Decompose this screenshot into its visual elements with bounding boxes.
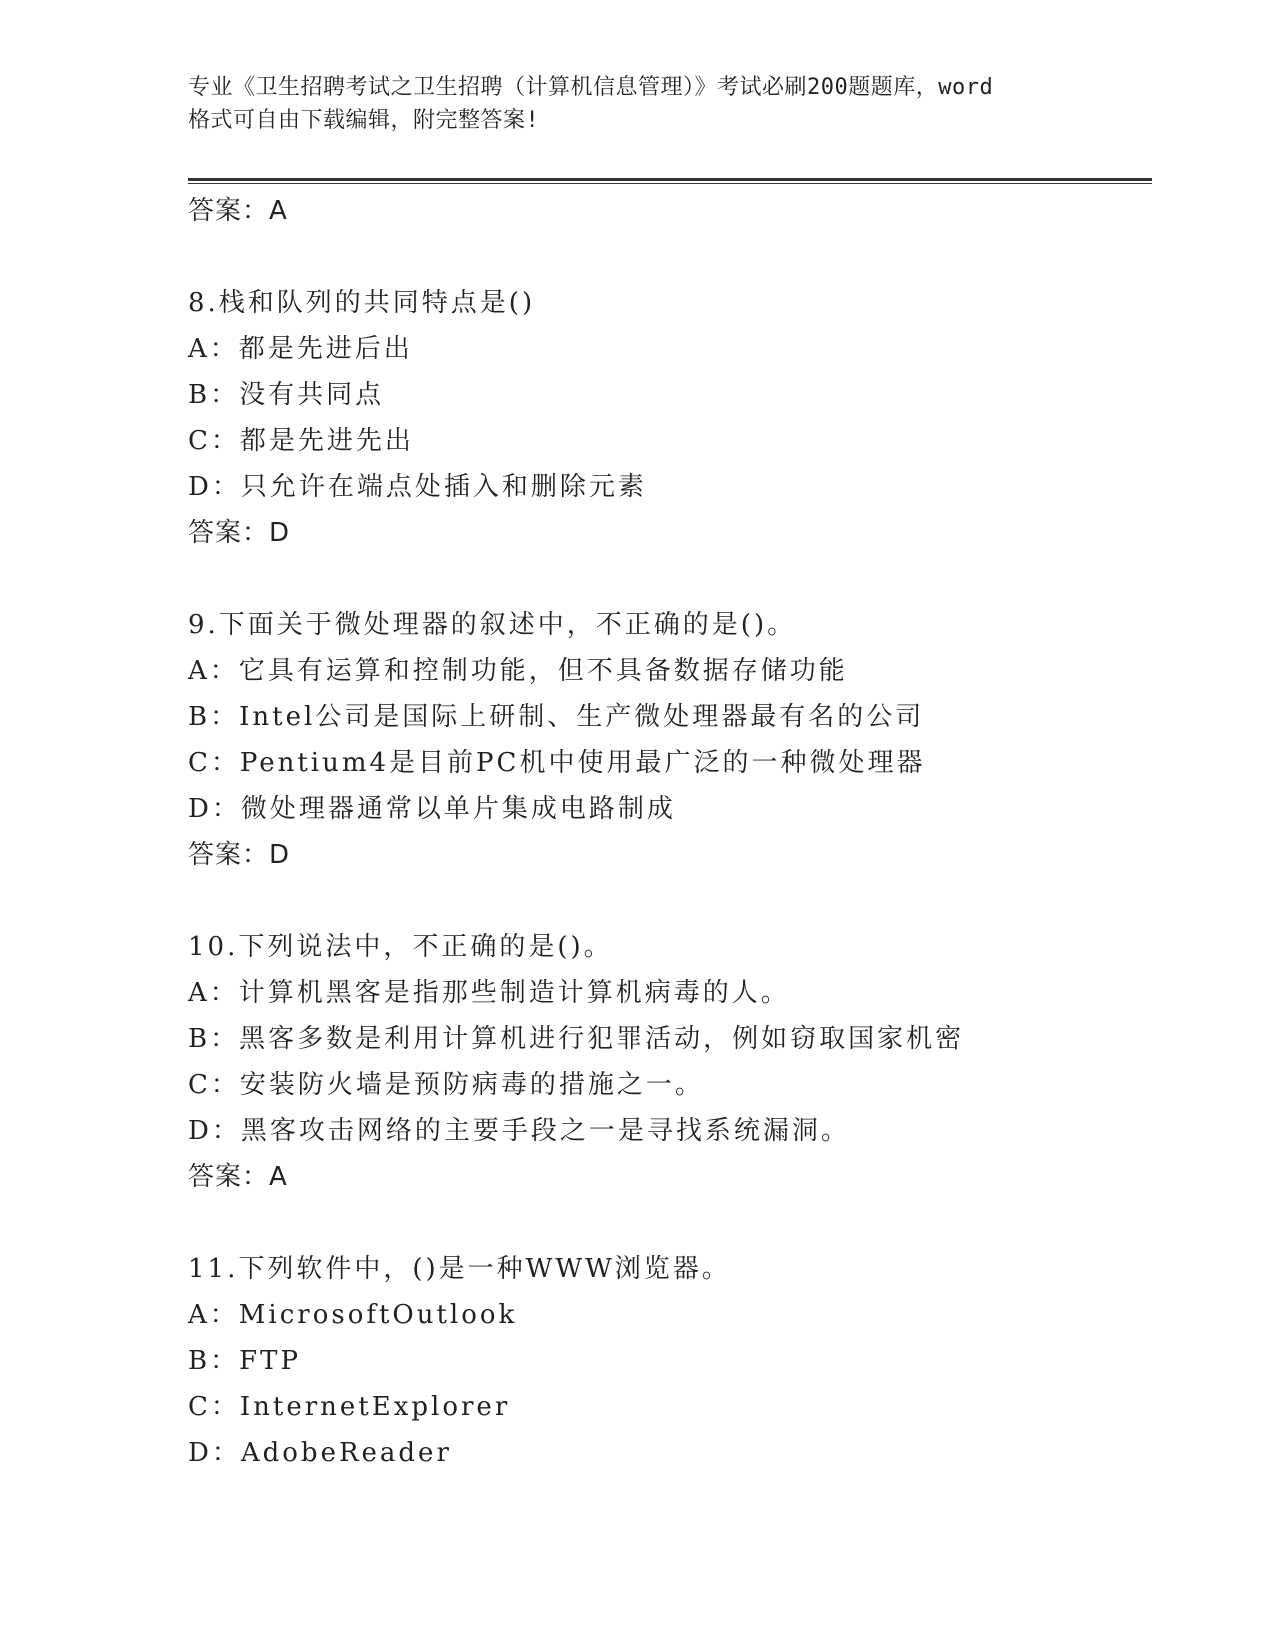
option-c: C：InternetExplorer (188, 1392, 511, 1422)
option-d: D：只允许在端点处插入和删除元素 (188, 472, 647, 502)
option-d: D：微处理器通常以单片集成电路制成 (188, 794, 676, 824)
question-list (188, 188, 1152, 1476)
option-c: C：安装防火墙是预防病毒的措施之一。 (188, 1070, 704, 1100)
question-text: 11.下列软件中，()是一种WWW浏览器。 (188, 1254, 731, 1284)
header-divider-thin (188, 183, 1152, 184)
header-divider-thick (188, 178, 1152, 181)
question-block-11 (188, 1246, 1152, 1476)
answer-label: 答案：D (188, 840, 291, 870)
document-header (188, 71, 1088, 137)
option-b: B：Intel公司是国际上研制、生产微处理器最有名的公司 (188, 702, 925, 732)
answer-label: 答案：D (188, 518, 291, 548)
previous-question-answer: 答案：A (188, 196, 288, 226)
option-d: D：黑客攻击网络的主要手段之一是寻找系统漏洞。 (188, 1116, 850, 1146)
option-c: C：Pentium4是目前PC机中使用最广泛的一种微处理器 (188, 748, 926, 778)
answer-label: 答案：A (188, 1162, 288, 1192)
option-a: A：都是先进后出 (188, 334, 413, 364)
option-a: A：MicrosoftOutlook (188, 1300, 518, 1330)
option-c: C：都是先进先出 (188, 426, 414, 456)
option-a: A：它具有运算和控制功能，但不具备数据存储功能 (188, 656, 848, 686)
option-b: B：没有共同点 (188, 380, 385, 410)
question-block-9 (188, 602, 1152, 878)
question-block-10 (188, 924, 1152, 1200)
header-line-2: 格式可自由下载编辑，附完整答案! (188, 108, 540, 133)
question-text: 9.下面关于微处理器的叙述中，不正确的是()。 (188, 610, 797, 640)
question-text: 8.栈和队列的共同特点是() (188, 288, 536, 318)
question-block-8 (188, 280, 1152, 556)
question-text: 10.下列说法中，不正确的是()。 (188, 932, 613, 962)
option-b: B：黑客多数是利用计算机进行犯罪活动，例如窃取国家机密 (188, 1024, 965, 1054)
header-line-1: 专业《卫生招聘考试之卫生招聘（计算机信息管理）》考试必刷200题题库，word (188, 75, 994, 100)
option-a: A：计算机黑客是指那些制造计算机病毒的人。 (188, 978, 790, 1008)
option-b: B：FTP (188, 1346, 301, 1376)
option-d: D：AdobeReader (188, 1438, 452, 1468)
